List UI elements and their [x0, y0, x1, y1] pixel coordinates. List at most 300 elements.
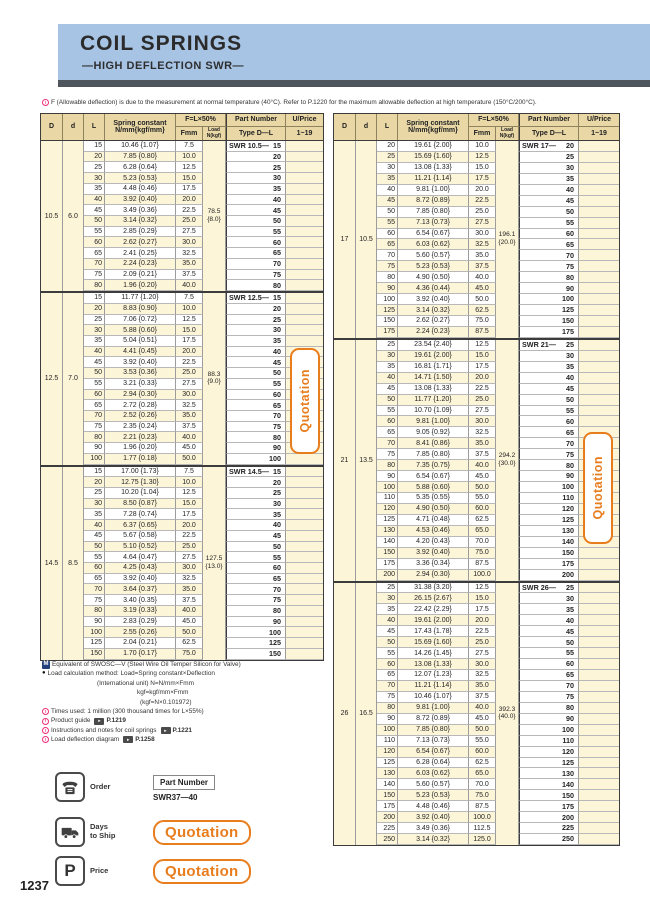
cell-unit-price — [579, 703, 619, 714]
cell-wire-diameter: 6.0 — [63, 141, 84, 291]
cell-deflection: 12.5 — [176, 162, 203, 173]
price-label: Price — [90, 865, 109, 875]
cell-length: 60 — [377, 229, 398, 240]
cell-spring-constant: 19.61 {2.00} — [398, 141, 469, 152]
part-length: 30 — [566, 593, 574, 603]
col-header-length: L — [84, 114, 105, 140]
cell-spring-constant: 4.20 {0.43} — [398, 537, 469, 548]
cell-part-number — [519, 504, 579, 515]
cell-deflection: 17.5 — [176, 184, 203, 195]
part-length: 175 — [562, 327, 574, 337]
cell-part-number — [226, 152, 286, 163]
load-unit: N(kgf) — [499, 132, 515, 139]
cell-length: 45 — [84, 205, 105, 216]
part-length: 80 — [273, 606, 281, 616]
part-length: 75 — [273, 421, 281, 431]
part-prefix: SWR 14.5— — [229, 466, 269, 476]
part-length: 75 — [273, 269, 281, 279]
cell-unit-price — [579, 384, 619, 395]
part-length: 90 — [566, 714, 574, 724]
cell-deflection: 35.0 — [176, 584, 203, 595]
cell-load — [496, 583, 519, 846]
load-kgf-value: {8.0} — [207, 215, 221, 223]
part-length: 40 — [566, 615, 574, 625]
cell-part-number — [519, 758, 579, 769]
cell-length: 50 — [377, 395, 398, 406]
cell-spring-constant: 3.92 {0.40} — [105, 195, 176, 206]
part-length: 50 — [566, 637, 574, 647]
page-ref-icon: ► — [123, 736, 133, 743]
cell-deflection: 22.5 — [469, 626, 496, 637]
cell-spring-constant: 2.24 {0.23} — [398, 327, 469, 338]
cell-unit-price — [579, 570, 619, 581]
cell-unit-price — [286, 499, 323, 510]
cell-length: 175 — [377, 801, 398, 812]
days-label-line1: Days — [90, 822, 108, 832]
cell-deflection: 112.5 — [469, 823, 496, 834]
cell-spring-constant: 19.61 {2.00} — [398, 351, 469, 362]
cell-part-number — [519, 615, 579, 626]
cell-spring-constant: 19.61 {2.00} — [398, 615, 469, 626]
cell-part-number — [519, 834, 579, 845]
part-length: 100 — [269, 454, 281, 464]
part-length: 30 — [273, 498, 281, 508]
cell-deflection: 12.5 — [469, 152, 496, 163]
cell-deflection: 55.0 — [469, 493, 496, 504]
col-header-part-number: Part Number — [226, 114, 286, 127]
cell-length: 15 — [84, 467, 105, 478]
cell-part-number — [226, 627, 286, 638]
cell-deflection: 12.5 — [469, 340, 496, 351]
cell-part-number — [226, 379, 286, 390]
cell-length: 40 — [84, 347, 105, 358]
note-line — [42, 688, 332, 697]
part-length: 100 — [269, 627, 281, 637]
cell-length: 150 — [377, 548, 398, 559]
cell-length: 90 — [84, 443, 105, 454]
cell-part-number — [519, 471, 579, 482]
cell-length: 40 — [377, 185, 398, 196]
cell-spring-constant: 7.28 {0.74} — [105, 509, 176, 520]
cell-deflection: 20.0 — [176, 347, 203, 358]
cell-unit-price — [286, 627, 323, 638]
note-text: kgf=kgf/mm×Fmm — [137, 689, 189, 697]
cell-unit-price — [579, 406, 619, 417]
cell-part-number — [519, 659, 579, 670]
cell-spring-constant: 4.41 {0.45} — [105, 347, 176, 358]
cell-length: 40 — [377, 615, 398, 626]
part-length: 80 — [273, 432, 281, 442]
spring-block — [41, 141, 323, 293]
cell-part-number — [519, 537, 579, 548]
cell-spring-constant: 7.85 {0.80} — [105, 152, 176, 163]
cell-length: 60 — [84, 390, 105, 401]
part-length: 15 — [273, 293, 281, 303]
cell-length: 75 — [377, 261, 398, 272]
cell-length: 75 — [377, 449, 398, 460]
cell-spring-constant: 5.10 {0.52} — [105, 542, 176, 553]
cell-part-number — [226, 584, 286, 595]
cell-part-number — [519, 703, 579, 714]
part-length: 90 — [273, 616, 281, 626]
cell-spring-constant: 4.71 {0.48} — [398, 515, 469, 526]
cell-spring-constant: 8.72 {0.89} — [398, 196, 469, 207]
cell-part-number — [226, 259, 286, 270]
cell-unit-price — [579, 801, 619, 812]
col-header-wire-diameter: d — [356, 114, 377, 140]
cell-spring-constant: 9.81 {1.00} — [398, 185, 469, 196]
cell-part-number — [519, 460, 579, 471]
cell-length: 30 — [84, 325, 105, 336]
part-length: 65 — [273, 574, 281, 583]
part-length: 20 — [566, 141, 574, 151]
cell-part-number — [519, 449, 579, 460]
cell-part-number — [519, 305, 579, 316]
cell-deflection: 32.5 — [176, 248, 203, 259]
cell-part-number — [226, 649, 286, 660]
quotation-badge-price: Quotation — [153, 859, 251, 884]
cell-deflection: 45.0 — [469, 283, 496, 294]
cell-length: 30 — [377, 593, 398, 604]
spring-constant-label: Spring constant — [406, 119, 460, 127]
cell-unit-price — [579, 152, 619, 163]
cell-spring-constant: 5.35 {0.55} — [398, 493, 469, 504]
cell-deflection: 37.5 — [176, 595, 203, 606]
note-line — [42, 660, 332, 669]
spring-constant-unit: N/mm{kgf/mm} — [115, 127, 165, 134]
cell-length: 50 — [84, 542, 105, 553]
part-length: 35 — [273, 184, 281, 194]
part-length: 70 — [566, 250, 574, 260]
cell-unit-price — [579, 812, 619, 823]
part-length: 40 — [566, 373, 574, 383]
note-text: (International unit) N=N/mm×Fmm — [97, 679, 194, 687]
cell-length: 125 — [377, 758, 398, 769]
cell-part-number — [519, 327, 579, 338]
page-header-band — [58, 24, 650, 80]
cell-unit-price — [286, 162, 323, 173]
cell-spring-constant: 3.14 {0.32} — [105, 216, 176, 227]
load-kgf-value: {20.0} — [498, 238, 516, 246]
cell-length: 70 — [377, 250, 398, 261]
cell-unit-price — [286, 454, 323, 465]
cell-spring-constant: 4.90 {0.50} — [398, 504, 469, 515]
cell-deflection: 125.0 — [469, 834, 496, 845]
cell-unit-price — [286, 467, 323, 478]
cell-deflection: 32.5 — [176, 400, 203, 411]
cell-length: 70 — [377, 681, 398, 692]
part-length: 75 — [566, 449, 574, 459]
cell-unit-price — [579, 604, 619, 615]
note-line — [42, 679, 332, 688]
cell-outer-diameter: 26 — [334, 583, 356, 846]
part-length: 40 — [566, 185, 574, 195]
cell-unit-price — [579, 736, 619, 747]
cell-deflection: 15.0 — [176, 325, 203, 336]
cell-spring-constant: 4.90 {0.50} — [398, 272, 469, 283]
cell-length: 80 — [377, 272, 398, 283]
cell-length: 25 — [84, 162, 105, 173]
cell-deflection: 17.5 — [469, 362, 496, 373]
cell-deflection: 60.0 — [469, 504, 496, 515]
deflection-note — [42, 99, 537, 106]
part-length: 55 — [273, 227, 281, 236]
note-line — [42, 669, 332, 678]
cell-deflection: 70.0 — [469, 779, 496, 790]
cell-unit-price — [286, 563, 323, 574]
cell-spring-constant: 4.53 {0.46} — [398, 526, 469, 537]
cell-spring-constant: 6.54 {0.67} — [398, 471, 469, 482]
cell-unit-price — [286, 152, 323, 163]
cell-spring-constant: 17.43 {1.78} — [398, 626, 469, 637]
cell-spring-constant: 2.21 {0.23} — [105, 432, 176, 443]
cell-length: 35 — [84, 336, 105, 347]
cell-part-number — [519, 515, 579, 526]
cell-load — [496, 340, 519, 581]
cell-part-number — [519, 174, 579, 185]
cell-length: 125 — [84, 638, 105, 649]
cell-deflection: 30.0 — [176, 563, 203, 574]
cell-spring-constant: 5.67 {0.58} — [105, 531, 176, 542]
part-length: 30 — [566, 351, 574, 361]
cell-deflection: 15.0 — [469, 593, 496, 604]
col-header-deflection-group: F=L×50% — [176, 114, 226, 127]
cell-wire-diameter: 7.0 — [63, 293, 84, 465]
cell-deflection: 55.0 — [469, 736, 496, 747]
cell-part-number — [519, 207, 579, 218]
quotation-label: Quotation — [591, 456, 605, 520]
cell-length: 80 — [84, 432, 105, 443]
cell-part-number — [519, 823, 579, 834]
spring-constant-unit: N/mm{kgf/mm} — [408, 127, 458, 134]
cell-length: 30 — [84, 499, 105, 510]
col-header-fmm: Fmm — [469, 127, 496, 140]
cell-part-number — [226, 454, 286, 465]
cell-length: 30 — [377, 351, 398, 362]
part-length: 15 — [273, 141, 281, 151]
note-line — [42, 707, 332, 716]
part-length: 55 — [566, 648, 574, 658]
cell-unit-price — [579, 583, 619, 594]
part-length: 45 — [273, 205, 281, 215]
cell-deflection: 75.0 — [469, 548, 496, 559]
cell-part-number — [519, 725, 579, 736]
cell-length: 75 — [84, 595, 105, 606]
part-length: 150 — [562, 548, 574, 558]
cell-part-number — [519, 239, 579, 250]
cell-deflection: 20.0 — [176, 195, 203, 206]
cell-spring-constant: 16.81 {1.71} — [398, 362, 469, 373]
info-icon: ! — [42, 99, 49, 106]
part-length: 70 — [566, 438, 574, 448]
part-length: 110 — [562, 493, 574, 503]
cell-unit-price — [579, 340, 619, 351]
cell-unit-price — [286, 205, 323, 216]
col-header-spring-constant — [398, 114, 469, 140]
col-header-part-number: Part Number — [519, 114, 579, 127]
cell-deflection: 87.5 — [469, 559, 496, 570]
cell-deflection: 10.0 — [176, 152, 203, 163]
part-length: 65 — [566, 239, 574, 249]
page-ref: P.1221 — [172, 726, 192, 734]
cell-spring-constant: 26.15 {2.67} — [398, 593, 469, 604]
cell-part-number — [226, 270, 286, 281]
cell-spring-constant: 3.92 {0.40} — [398, 548, 469, 559]
cell-spring-constant: 8.72 {0.89} — [398, 714, 469, 725]
cell-unit-price — [286, 520, 323, 531]
cell-deflection: 35.0 — [469, 681, 496, 692]
page-subtitle: —HIGH DEFLECTION SWR— — [82, 60, 245, 72]
cell-unit-price — [579, 768, 619, 779]
part-length: 140 — [562, 779, 574, 789]
part-length: 70 — [273, 411, 281, 421]
cell-spring-constant: 17.00 {1.73} — [105, 467, 176, 478]
part-length: 150 — [562, 316, 574, 326]
cell-part-number — [226, 293, 286, 304]
cell-part-number — [226, 531, 286, 542]
part-length: 40 — [273, 346, 281, 356]
cell-spring-constant: 2.94 {0.30} — [105, 390, 176, 401]
cell-deflection: 50.0 — [469, 725, 496, 736]
part-length: 70 — [566, 681, 574, 691]
note-line — [42, 726, 332, 735]
cell-deflection: 10.0 — [176, 477, 203, 488]
cell-spring-constant: 7.13 {0.73} — [398, 736, 469, 747]
col-header-load — [496, 127, 519, 140]
part-length: 25 — [566, 582, 574, 592]
cell-part-number — [226, 552, 286, 563]
cell-length: 90 — [377, 714, 398, 725]
cell-unit-price — [579, 834, 619, 845]
cell-unit-price — [579, 395, 619, 406]
cell-deflection: 12.5 — [176, 315, 203, 326]
col-header-outer-diameter: D — [41, 114, 63, 140]
note-text: Load calculation method: Load=Spring constant×Deflection — [47, 670, 215, 678]
cell-spring-constant: 3.92 {0.40} — [398, 294, 469, 305]
info-icon: ! — [42, 727, 49, 734]
cell-length: 40 — [84, 520, 105, 531]
cell-deflection: 25.0 — [469, 207, 496, 218]
cell-unit-price — [579, 239, 619, 250]
cell-unit-price — [286, 542, 323, 553]
cell-part-number — [519, 272, 579, 283]
part-length: 40 — [273, 194, 281, 204]
cell-length: 65 — [84, 574, 105, 585]
cell-part-number — [519, 790, 579, 801]
cell-length: 60 — [84, 237, 105, 248]
part-length: 125 — [562, 305, 574, 315]
cell-spring-constant: 11.21 {1.14} — [398, 681, 469, 692]
cell-unit-price — [579, 725, 619, 736]
cell-deflection: 7.5 — [176, 293, 203, 304]
info-icon: ! — [42, 718, 49, 725]
cell-spring-constant: 1.96 {0.20} — [105, 443, 176, 454]
cell-deflection: 30.0 — [469, 229, 496, 240]
cell-deflection: 50.0 — [176, 454, 203, 465]
cell-outer-diameter: 10.5 — [41, 141, 63, 291]
cell-deflection: 32.5 — [469, 670, 496, 681]
cell-unit-price — [286, 173, 323, 184]
cell-unit-price — [286, 488, 323, 499]
cell-deflection: 37.5 — [176, 270, 203, 281]
spring-table-left — [40, 113, 324, 661]
spring-table-right — [333, 113, 620, 846]
part-length: 175 — [562, 558, 574, 568]
cell-unit-price — [286, 595, 323, 606]
cell-deflection: 37.5 — [469, 449, 496, 460]
cell-spring-constant: 6.03 {0.62} — [398, 768, 469, 779]
col-header-load — [203, 127, 226, 140]
part-length: 70 — [273, 259, 281, 269]
cell-length: 80 — [84, 280, 105, 291]
cell-part-number — [519, 493, 579, 504]
cell-deflection: 30.0 — [176, 237, 203, 248]
cell-spring-constant: 7.85 {0.80} — [398, 449, 469, 460]
cell-unit-price — [579, 559, 619, 570]
cell-unit-price — [579, 174, 619, 185]
cell-deflection: 40.0 — [176, 280, 203, 291]
cell-spring-constant: 12.07 {1.23} — [398, 670, 469, 681]
cell-part-number — [226, 184, 286, 195]
part-length: 45 — [566, 196, 574, 206]
page-number: 1237 — [20, 878, 49, 893]
cell-spring-constant: 10.70 {1.09} — [398, 406, 469, 417]
cell-unit-price — [579, 823, 619, 834]
cell-spring-constant: 9.05 {0.92} — [398, 427, 469, 438]
cell-deflection: 45.0 — [176, 443, 203, 454]
cell-spring-constant: 9.81 {1.00} — [398, 703, 469, 714]
cell-part-number — [519, 779, 579, 790]
cell-unit-price — [286, 141, 323, 152]
cell-deflection: 15.0 — [469, 163, 496, 174]
cell-deflection: 35.0 — [176, 411, 203, 422]
cell-unit-price — [286, 477, 323, 488]
cell-spring-constant: 12.75 {1.30} — [105, 477, 176, 488]
cell-part-number — [226, 477, 286, 488]
part-length: 45 — [566, 383, 574, 393]
cell-length: 120 — [377, 504, 398, 515]
part-length: 90 — [566, 471, 574, 481]
cell-deflection: 37.5 — [469, 261, 496, 272]
cell-part-number — [519, 526, 579, 537]
cell-deflection: 62.5 — [469, 515, 496, 526]
cell-part-number — [226, 390, 286, 401]
cell-deflection: 40.0 — [176, 606, 203, 617]
cell-deflection: 75.0 — [469, 316, 496, 327]
cell-length: 55 — [84, 227, 105, 238]
cell-spring-constant: 3.49 {0.36} — [398, 823, 469, 834]
cell-spring-constant: 2.72 {0.28} — [105, 400, 176, 411]
load-kgf-value: {13.0} — [205, 562, 223, 570]
cell-unit-price — [579, 351, 619, 362]
cell-part-number — [519, 681, 579, 692]
cell-deflection: 35.0 — [176, 259, 203, 270]
cell-deflection: 25.0 — [176, 216, 203, 227]
col-header-outer-diameter: D — [334, 114, 356, 140]
cell-length: 30 — [84, 173, 105, 184]
cell-deflection: 50.0 — [469, 482, 496, 493]
note-text: Times used: 1 million (300 thousand times for L×55%) — [51, 707, 204, 715]
cell-spring-constant: 7.85 {0.80} — [398, 725, 469, 736]
cell-part-number — [519, 482, 579, 493]
cell-length: 50 — [377, 207, 398, 218]
cell-length: 25 — [84, 488, 105, 499]
cell-deflection: 40.0 — [469, 703, 496, 714]
quotation-badge-vertical — [583, 432, 613, 544]
cell-part-number — [519, 570, 579, 581]
spring-block — [334, 583, 619, 846]
cell-length: 55 — [377, 648, 398, 659]
